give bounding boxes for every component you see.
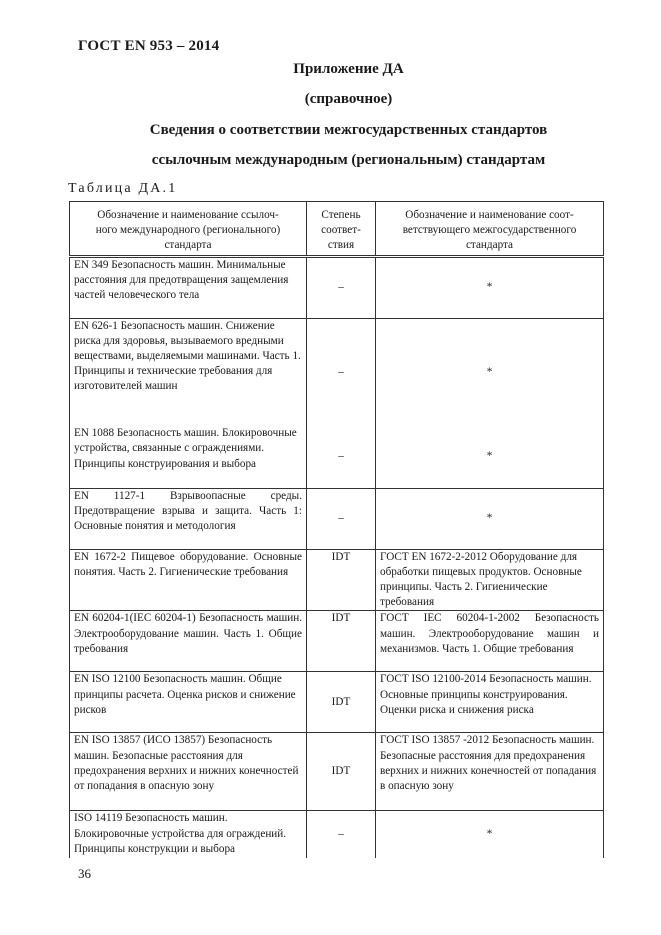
table-caption: Таблица ДА.1 xyxy=(68,181,178,196)
conformity-degree: – xyxy=(307,256,376,318)
interstate-standard: * xyxy=(376,488,604,549)
document-code: ГОСТ EN 953 – 2014 xyxy=(78,38,220,54)
conformity-degree: – xyxy=(307,488,376,549)
header-line: Обозначение и наименование соот- xyxy=(405,209,574,221)
table-row xyxy=(70,549,604,611)
column-header-degree xyxy=(307,202,376,257)
conformity-degree: – xyxy=(307,318,376,426)
table-row xyxy=(70,488,604,549)
column-header-analog xyxy=(376,202,604,257)
interstate-standard: ГОСТ EN 1672-2-2012 Оборудование для обработки пищевых продуктов. Основные принципы. Часть 2. Гигиенические требования xyxy=(376,549,604,611)
reference-standard: EN 1127-1 Взрывоопасные среды. Предотвращение взрыва и защита. Часть 1: Основные понятия и методология xyxy=(70,488,307,549)
table-row xyxy=(70,672,604,733)
table-row xyxy=(70,733,604,811)
annex-status: (справочное) xyxy=(304,91,393,107)
header-line: Обозначение и наименование ссылоч- xyxy=(97,209,279,221)
interstate-standard: * xyxy=(376,318,604,426)
page-number: 36 xyxy=(78,866,91,881)
column-header-reference xyxy=(70,202,307,257)
conformity-degree: – xyxy=(307,811,376,858)
header-line: ного международного (регионального) xyxy=(95,224,281,237)
annex-title: Приложение ДА xyxy=(293,61,404,77)
header-line: соответ- xyxy=(321,224,361,237)
header-line: стандарта xyxy=(465,239,514,252)
reference-standard: ISO 14119 Безопасность машин. Блокировочные устройства для ограждений. Принципы конструкции и выбора xyxy=(70,811,307,858)
interstate-standard: ГОСТ ISO 13857 -2012 Безопасность машин. Безопасные расстояния для предохранения верхних и нижних конечностей от попадания в опасную зону xyxy=(376,733,604,811)
reference-standard: EN 349 Безопасность машин. Минимальные расстояния для предотвращения защемления частей человеческого тела xyxy=(70,256,307,318)
table-row xyxy=(70,426,604,488)
conformity-degree: IDT xyxy=(307,672,376,733)
reference-standard: EN 1672-2 Пищевое оборудование. Основные понятия. Часть 2. Гигиенические требования xyxy=(70,549,307,611)
interstate-standard: * xyxy=(376,426,604,488)
interstate-standard: ГОСТ IEC 60204-1-2002 Безопасность машин. Электрооборудование машин и механизмов. Часть 1. Общие требования xyxy=(376,611,604,672)
correspondence-table xyxy=(69,201,604,858)
conformity-degree: IDT xyxy=(307,733,376,811)
reference-standard: EN 626-1 Безопасность машин. Снижение риска для здоровья, вызываемого вредными веществами, выделяемыми машинами. Часть 1. Принципы и технические требования для изготовителей машин xyxy=(70,318,307,426)
reference-standard: EN 60204-1(IEC 60204-1) Безопасность машин. Электрооборудование машин. Часть 1. Общие требования xyxy=(70,611,307,672)
interstate-standard: * xyxy=(376,256,604,318)
header-line: Степень xyxy=(321,209,361,221)
conformity-degree: – xyxy=(307,426,376,488)
conformity-degree: IDT xyxy=(307,611,376,672)
interstate-standard: ГОСТ ISO 12100-2014 Безопасность машин. Основные принципы конструирования. Оценки риска и снижения риска xyxy=(376,672,604,733)
header-line: ствия xyxy=(327,239,355,252)
annex-heading-line1: Сведения о соответствии межгосударственных стандартов xyxy=(149,122,548,138)
table-row xyxy=(70,256,604,318)
reference-standard: EN ISO 13857 (ИСО 13857) Безопасность машин. Безопасные расстояния для предохранения верхних и нижних конечностей от попадания в опасную зону xyxy=(70,733,307,811)
table-header-row xyxy=(70,202,604,257)
reference-standard: EN ISO 12100 Безопасность машин. Общие принципы расчета. Оценка рисков и снижение рисков xyxy=(70,672,307,733)
table-row xyxy=(70,611,604,672)
header-line: ветствующего межгосударственного xyxy=(402,224,577,237)
interstate-standard: * xyxy=(376,811,604,858)
table-row xyxy=(70,318,604,426)
table-row xyxy=(70,811,604,858)
annex-heading-line2: ссылочным международным (региональным) стандартам xyxy=(151,152,546,168)
header-line: стандарта xyxy=(164,239,212,252)
conformity-degree: IDT xyxy=(307,549,376,611)
reference-standard: EN 1088 Безопасность машин. Блокировочные устройства, связанные с ограждениями. Принципы конструирования и выбора xyxy=(70,426,307,488)
